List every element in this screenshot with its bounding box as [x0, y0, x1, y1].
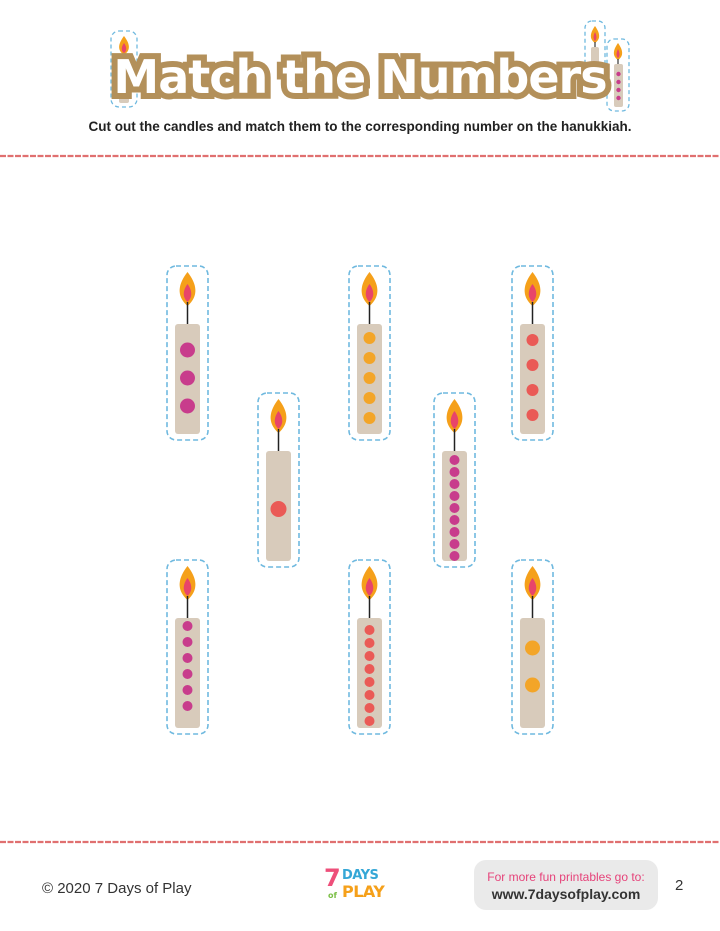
logo-of: of — [328, 891, 337, 900]
candle-eight-dots[interactable] — [347, 558, 392, 736]
top-divider — [0, 153, 720, 159]
bottom-divider — [0, 839, 720, 845]
instructions: Cut out the candles and match them to the corresponding number on the hanukkiah. — [88, 119, 632, 134]
candle-five-dots[interactable] — [347, 264, 392, 442]
candle-one-dot[interactable] — [256, 391, 301, 569]
logo-days: DAYS — [342, 868, 379, 883]
candle-nine-dots[interactable] — [432, 391, 477, 569]
page-number: 2 — [675, 877, 684, 894]
copyright: © 2020 7 Days of Play — [42, 880, 192, 897]
candle-six-dots[interactable] — [165, 558, 210, 736]
promo-text: For more fun printables go to: — [487, 870, 645, 884]
candle-two-dots[interactable] — [510, 558, 555, 736]
page-title: Match the Numbers — [113, 50, 607, 104]
candle-four-dots[interactable] — [510, 264, 555, 442]
website-promo[interactable] — [474, 860, 658, 910]
candle-three-dots[interactable] — [165, 264, 210, 442]
logo-play: PLAY — [342, 882, 385, 901]
logo — [322, 866, 386, 910]
logo-seven: 7 — [324, 864, 341, 892]
website-link[interactable]: www.7daysofplay.com — [491, 886, 641, 902]
